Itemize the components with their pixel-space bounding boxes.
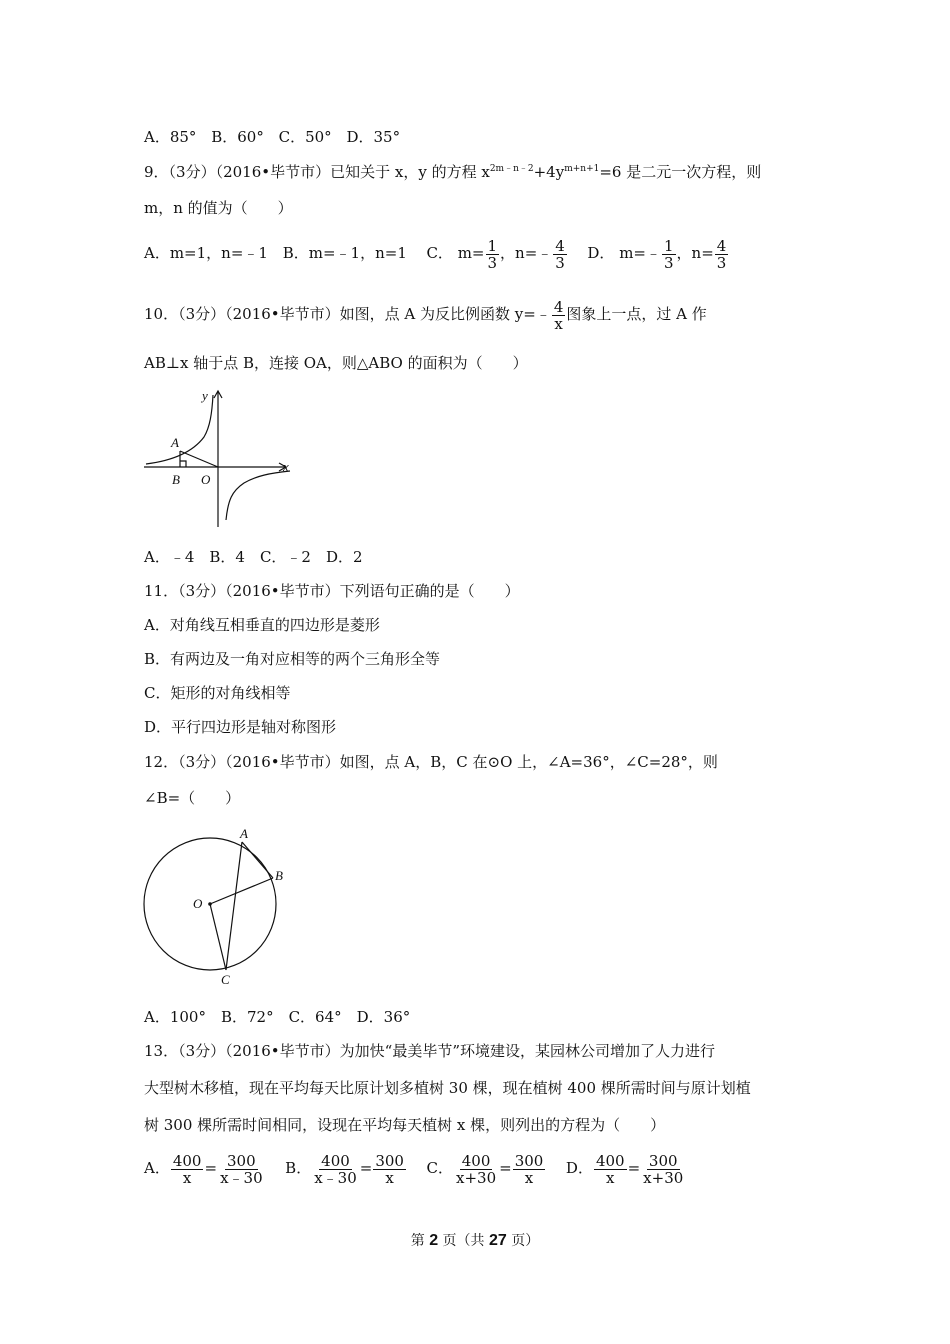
fraction: $\frac{4}{3}$	[716, 236, 727, 272]
q11-stem: 11．（3分）（2016•毕节市）下列语句正确的是（ ）	[144, 582, 520, 600]
q9-option-c: C． m= $\frac{1}{3}$ ，n=﹣ $\frac{4}{3}$	[426, 236, 565, 272]
q9-stem-line1: 9．（3分）（2016•毕节市）已知关于 x，y 的方程 $x^{2m﹣n﹣2}+4y^{m+n+1}=6$ 是二元一次方程，则	[144, 163, 762, 181]
label-x: x	[283, 459, 289, 474]
fraction: $\frac{4}{x}$	[553, 297, 564, 333]
q13-stem-line3: 树 300 棵所需时间相同，设现在平均每天植树 x 棵，则列出的方程为（ ）	[144, 1116, 666, 1134]
center-point	[208, 902, 212, 906]
q12-circle-figure	[138, 826, 298, 991]
q8-options	[144, 127, 400, 147]
q9-exponent-1: 2m﹣n﹣2	[489, 164, 534, 174]
page-total: 27	[489, 1232, 507, 1249]
label-o: O	[201, 472, 211, 487]
q13-stem-line2: 大型树木移植，现在平均每天比原计划多植树 30 棵，现在植树 400 棵所需时间与原计划植	[144, 1079, 751, 1097]
q13-option-a: A． $\frac{400}{x}$ = $\frac{300}{x﹣30}$	[144, 1151, 263, 1187]
segment-oc	[210, 904, 226, 970]
q9-option-d: D． m=﹣ $\frac{1}{3}$ ，n= $\frac{4}{3}$	[587, 236, 727, 272]
label-a: A	[171, 435, 179, 450]
fraction: $\frac{300}{x}$	[375, 1151, 404, 1187]
chord-ac	[226, 842, 242, 970]
page-number: 2	[429, 1232, 439, 1249]
q10-stem-line2: AB⊥x 轴于点 B，连接 OA，则△ABO 的面积为（ ）	[144, 354, 528, 372]
right-angle-mark	[180, 461, 186, 467]
page-footer: 第 2 页（共 27 页）	[410, 1232, 540, 1249]
q9-option-b: B．m=﹣1，n=1	[282, 244, 407, 262]
fraction: $\frac{300}{x+30}$	[643, 1151, 684, 1187]
segment-ob	[210, 878, 273, 904]
label-b: B	[172, 472, 180, 487]
q13-stem-line1: 13．（3分）（2016•毕节市）为加快“最美毕节”环境建设，某园林公司增加了人力进行	[144, 1042, 715, 1060]
q13-option-c: C． $\frac{400}{x+30}$ = $\frac{300}{x}$	[426, 1151, 544, 1187]
fraction: $\frac{1}{3}$	[487, 236, 498, 272]
q9-options	[144, 236, 729, 271]
q9-stem-line2: m，n 的值为（ ）	[144, 199, 293, 217]
q12-stem-line2: ∠B=（ ）	[144, 789, 241, 807]
q9-option-a: A．m=1，n=﹣1	[144, 244, 268, 262]
fraction: $\frac{300}{x﹣30}$	[220, 1151, 263, 1187]
q12-options: A．100° B．72° C．64° D．36°	[144, 1008, 411, 1026]
label-y: y	[202, 388, 208, 403]
q11-option-d: D．平行四边形是轴对称图形	[144, 718, 337, 736]
fraction: $\frac{400}{x}$	[595, 1151, 625, 1187]
q8-option-c: C．50°	[278, 128, 332, 146]
q10-stem-line1: 10．（3分）（2016•毕节市）如图，点 A 为反比例函数 y=﹣ $\frac{4}{x}$ 图象上一点，过 A 作	[144, 297, 707, 333]
q9-exponent-2: m+n+1	[564, 164, 600, 174]
hyperbola-branch-lower-right	[226, 471, 290, 520]
label-o: O	[193, 896, 203, 911]
q8-option-d: D．35°	[346, 128, 401, 146]
q11-option-c: C．矩形的对角线相等	[144, 684, 291, 702]
fraction: $\frac{400}{x﹣30}$	[314, 1151, 357, 1187]
q11-option-a: A．对角线互相垂直的四边形是菱形	[144, 616, 380, 634]
q11-option-b: B．有两边及一角对应相等的两个三角形全等	[144, 650, 441, 668]
q10-options: A．﹣4 B．4 C．﹣2 D．2	[144, 548, 363, 566]
chord-ab	[242, 842, 273, 878]
fraction: $\frac{400}{x}$	[172, 1151, 202, 1187]
fraction: $\frac{1}{3}$	[664, 236, 674, 272]
q8-option-b: B．60°	[211, 128, 264, 146]
fraction: $\frac{300}{x}$	[514, 1151, 544, 1187]
q8-option-a: A．85°	[144, 128, 197, 146]
fraction: $\frac{4}{3}$	[555, 236, 565, 272]
label-c: C	[221, 972, 230, 987]
label-b: B	[275, 868, 283, 883]
label-a: A	[240, 826, 248, 841]
q10-hyperbola-figure	[140, 385, 300, 535]
q13-option-d: D． $\frac{400}{x}$ = $\frac{300}{x+30}$	[565, 1151, 684, 1187]
q12-stem-line1: 12．（3分）（2016•毕节市）如图，点 A，B，C 在⊙O 上，∠A=36°，∠C=28°，则	[144, 753, 718, 771]
q13-option-b: B． $\frac{400}{x﹣30}$ = $\frac{300}{x}$	[285, 1151, 404, 1187]
q13-options	[144, 1151, 686, 1186]
fraction: $\frac{400}{x+30}$	[456, 1151, 497, 1187]
